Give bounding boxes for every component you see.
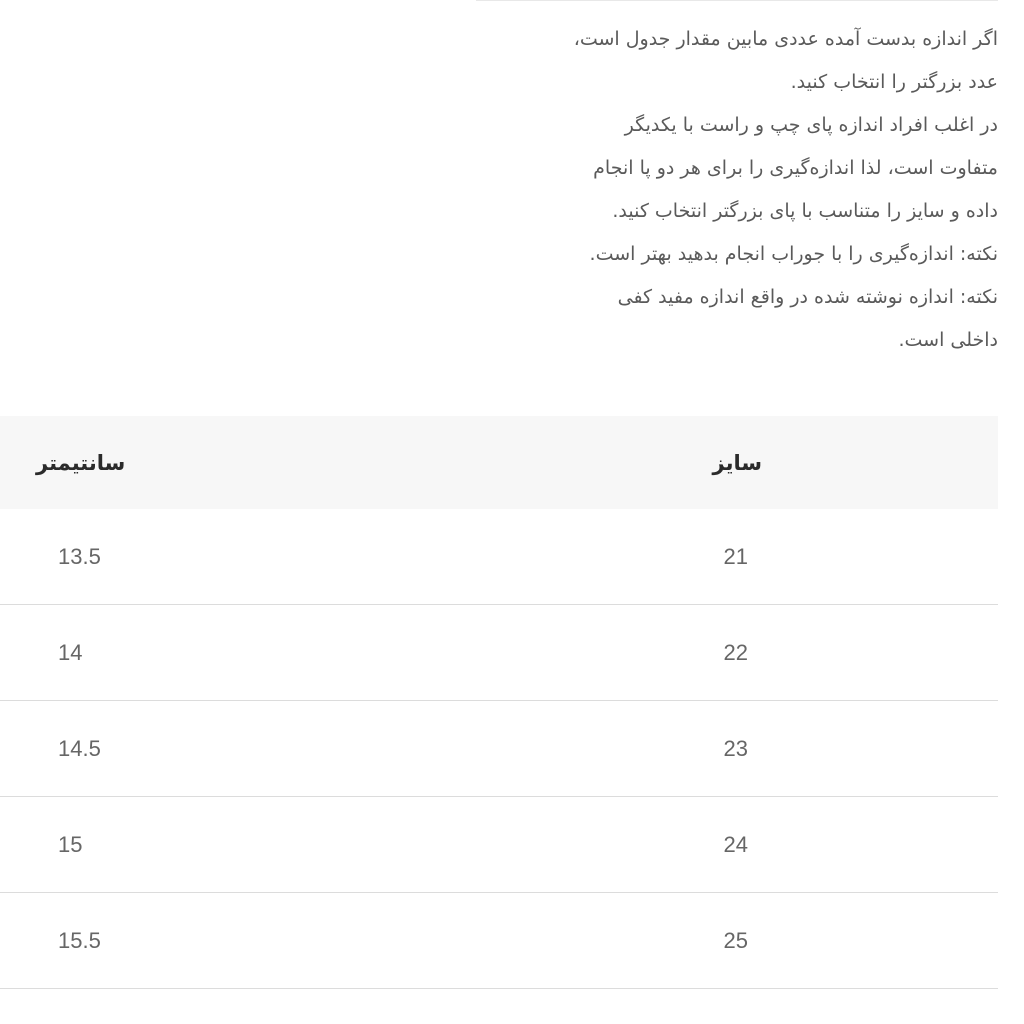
cell-size: 21 bbox=[391, 509, 998, 605]
guide-line: داده و سایز را متناسب با پای بزرگتر انتخاب کنید. bbox=[612, 200, 998, 222]
guide-line: اگر اندازه بدست آمده عددی مابین مقدار جدول است، bbox=[573, 28, 998, 50]
size-chart-table bbox=[0, 416, 998, 989]
guide-line: نکته: اندازه‌گیری را با جوراب انجام بدهید بهتر است. bbox=[589, 243, 998, 265]
table-row bbox=[0, 605, 998, 701]
header-size: سایز bbox=[391, 416, 998, 509]
cell-size: 25 bbox=[391, 893, 998, 989]
top-divider bbox=[476, 0, 998, 1]
guide-line: در اغلب افراد اندازه پای چپ و راست با یکدیگر bbox=[624, 114, 998, 136]
cell-centimeter: 15.5 bbox=[0, 893, 391, 989]
table-row bbox=[0, 509, 998, 605]
guide-line: داخلی است. bbox=[898, 329, 998, 351]
table-row bbox=[0, 701, 998, 797]
cell-centimeter: 14.5 bbox=[0, 701, 391, 797]
cell-centimeter: 13.5 bbox=[0, 509, 391, 605]
cell-size: 23 bbox=[391, 701, 998, 797]
table-row bbox=[0, 797, 998, 893]
table-body bbox=[0, 509, 998, 989]
table-header-row bbox=[0, 416, 998, 509]
cell-centimeter: 15 bbox=[0, 797, 391, 893]
table-header bbox=[0, 416, 998, 509]
guide-line: نکته: اندازه نوشته شده در واقع اندازه مفید کفی bbox=[617, 286, 998, 308]
cell-size: 22 bbox=[391, 605, 998, 701]
size-guide-text bbox=[438, 18, 998, 362]
guide-line: متفاوت است، لذا اندازه‌گیری را برای هر دو پا انجام bbox=[593, 157, 998, 179]
header-centimeter: سانتیمتر bbox=[0, 416, 391, 509]
cell-centimeter: 14 bbox=[0, 605, 391, 701]
cell-size: 24 bbox=[391, 797, 998, 893]
table-row bbox=[0, 893, 998, 989]
guide-line: عدد بزرگتر را انتخاب کنید. bbox=[790, 71, 998, 93]
